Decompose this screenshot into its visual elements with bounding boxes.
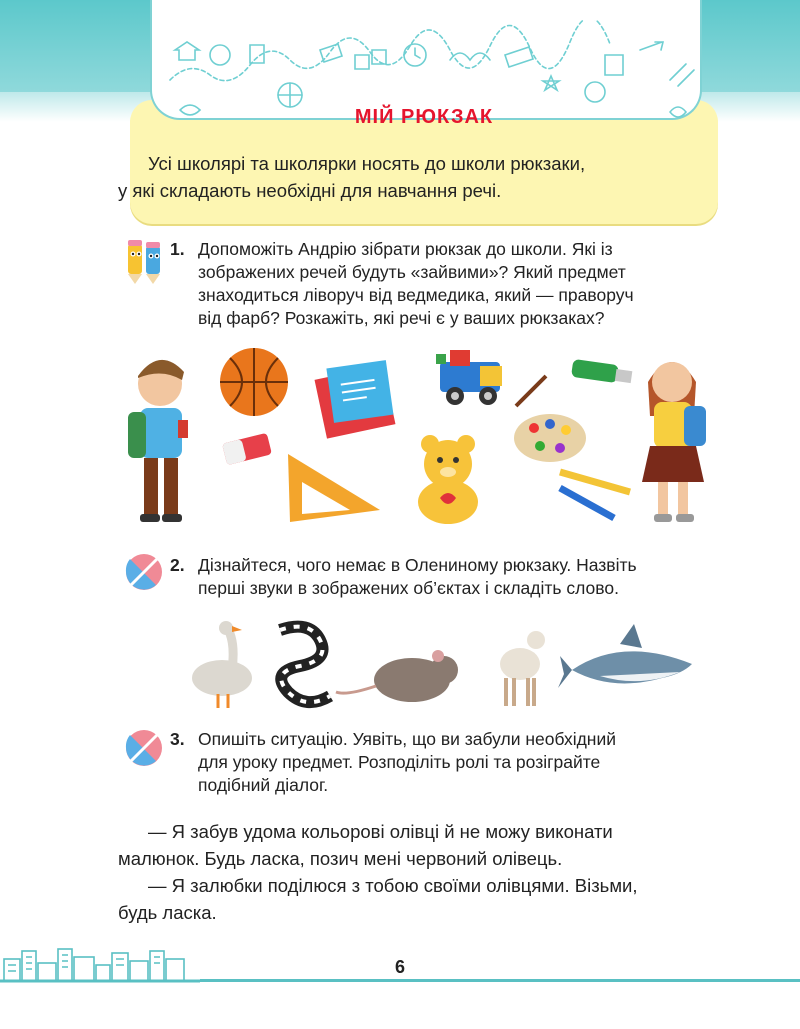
eraser-image	[222, 433, 272, 465]
pencils-image	[560, 472, 630, 518]
page-title: МІЙ РЮКЗАК	[354, 106, 494, 128]
page-number: 6	[394, 957, 405, 977]
task-line: Допоможіть Андрію зібрати рюкзак до школи. Які із	[198, 239, 613, 259]
dialog-line: — Я залюбки поділюся з тобою своїми олівцями. Візьми,	[148, 875, 638, 896]
task-line: від фарб? Розкажіть, які речі є у ваших рюкзаках?	[198, 308, 605, 328]
task-line: для уроку предмет. Розподіліть ролі та розіграйте	[198, 752, 601, 772]
goose-image	[192, 621, 252, 708]
task-number: 3.	[170, 729, 185, 749]
paint-palette-image	[514, 376, 586, 462]
intro-line: Усі школярі та школярки носять до школи рюкзаки,	[148, 153, 586, 174]
goat-image	[500, 631, 545, 706]
dialog-line: — Я забув удома кольорові олівці й не можу виконати	[148, 821, 613, 842]
task-3	[170, 728, 720, 797]
pencils-characters-icon	[124, 236, 166, 286]
task-line: Дізнайтеся, чого немає в Олениному рюкзаку. Назвіть	[198, 555, 637, 575]
girl-olena-image	[642, 362, 706, 522]
task-line: подібний діалог.	[198, 775, 329, 795]
usb-drive-image	[571, 359, 632, 383]
teddy-bear-image	[418, 435, 478, 524]
dialog-line: малюнок. Будь ласка, позич мені червоний олівець.	[118, 848, 563, 869]
task-number: 1.	[170, 239, 185, 259]
task-1	[170, 238, 710, 330]
task-line: зображених речей будуть «зайвими»? Який предмет	[198, 262, 626, 282]
intro-text	[118, 150, 718, 204]
school-doodles-decoration	[150, 20, 698, 120]
dialog-text	[118, 818, 718, 926]
dialog-line: будь ласка.	[118, 902, 217, 923]
basketball-image	[220, 348, 288, 416]
task-line: перші звуки в зображених об’єктах і складіть слово.	[198, 578, 619, 598]
snake-image	[280, 627, 330, 702]
triangle-ruler-image	[288, 454, 380, 522]
backpack-items-illustration	[120, 342, 720, 532]
city-skyline-decoration	[0, 945, 200, 983]
boy-andrii-image	[128, 360, 188, 522]
toy-train-image	[436, 350, 502, 405]
task-2	[170, 554, 720, 600]
eraser-icon	[124, 728, 164, 768]
eraser-icon	[124, 552, 164, 592]
rat-image	[336, 650, 458, 702]
footer-line	[200, 979, 800, 982]
animals-illustration	[180, 620, 710, 710]
intro-line: у які складають необхідні для навчання речі.	[118, 180, 502, 201]
shark-image	[558, 624, 692, 688]
task-number: 2.	[170, 555, 185, 575]
notebooks-image	[315, 360, 396, 439]
task-line: знаходиться ліворуч від ведмедика, який — праворуч	[198, 285, 634, 305]
task-line: Опишіть ситуацію. Уявіть, що ви забули необхідний	[198, 729, 617, 749]
